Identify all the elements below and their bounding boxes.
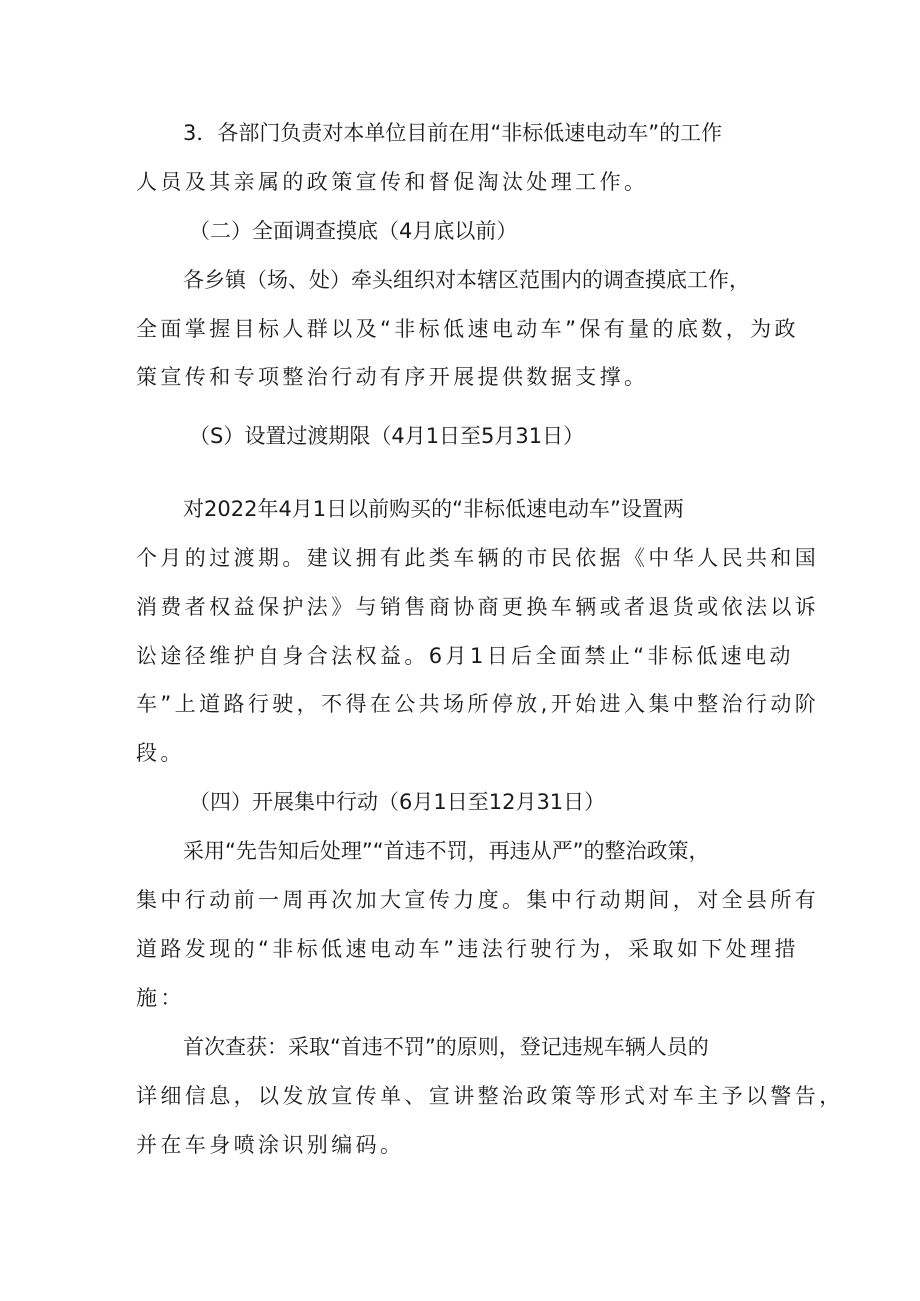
paragraph-item-3-line: 3．各部门负责对本单位目前在用“非标低速电动车”的工作 xyxy=(183,121,723,145)
paragraph-transition-line: 段。 xyxy=(136,741,185,765)
paragraph-survey-line: 全面掌握目标人群以及“非标低速电动车”保有量的底数，为政 xyxy=(136,317,799,341)
section-heading-3: （S）设置过渡期限（4月1日至5月31日） xyxy=(189,424,585,448)
paragraph-action-line: 采用“先告知后处理”“首违不罚，再违从严”的整治政策， xyxy=(183,839,710,863)
section-heading-2: （二）全面调查摸底（4月底以前） xyxy=(189,219,518,243)
paragraph-action-line: 道路发现的“非标低速电动车”违法行驶行为，采取如下处理措 xyxy=(136,937,799,961)
paragraph-first-offense-line: 并在车身喷涂识别编码。 xyxy=(136,1133,405,1157)
paragraph-transition-line: 讼途径维护自身合法权益。6月1日后全面禁止“非标低速电动 xyxy=(136,644,794,668)
section-heading-4: （四）开展集中行动（6月1日至12月31日） xyxy=(189,790,606,814)
paragraph-item-3-line: 人员及其亲属的政策宣传和督促淘汰处理工作。 xyxy=(136,170,649,194)
paragraph-survey-line: 各乡镇（场、处）牵头组织对本辖区范围内的调查摸底工作， xyxy=(183,268,750,292)
paragraph-action-line: 集中行动前一周再次加大宣传力度。集中行动期间，对全县所有 xyxy=(136,888,820,912)
paragraph-transition-line: 消费者权益保护法》与销售商协商更换车辆或者退货或依法以诉 xyxy=(136,595,820,619)
paragraph-transition-line: 个月的过渡期。建议拥有此类车辆的市民依据《中华人民共和国 xyxy=(136,546,820,570)
paragraph-transition-line: 对2022年4月1日以前购买的“非标低速电动车”设置两 xyxy=(183,497,684,521)
paragraph-transition-line: 车”上道路行驶，不得在公共场所停放,开始进入集中整治行动阶 xyxy=(136,692,820,716)
paragraph-survey-line: 策宣传和专项整治行动有序开展提供数据支撑。 xyxy=(136,365,649,389)
paragraph-first-offense-line: 详细信息，以发放宣传单、宣讲整治政策等形式对车主予以警告， xyxy=(136,1084,844,1108)
paragraph-first-offense-line: 首次查获：采取“首违不罚”的原则，登记违规车辆人员的 xyxy=(183,1035,709,1059)
paragraph-action-line: 施： xyxy=(136,986,185,1010)
